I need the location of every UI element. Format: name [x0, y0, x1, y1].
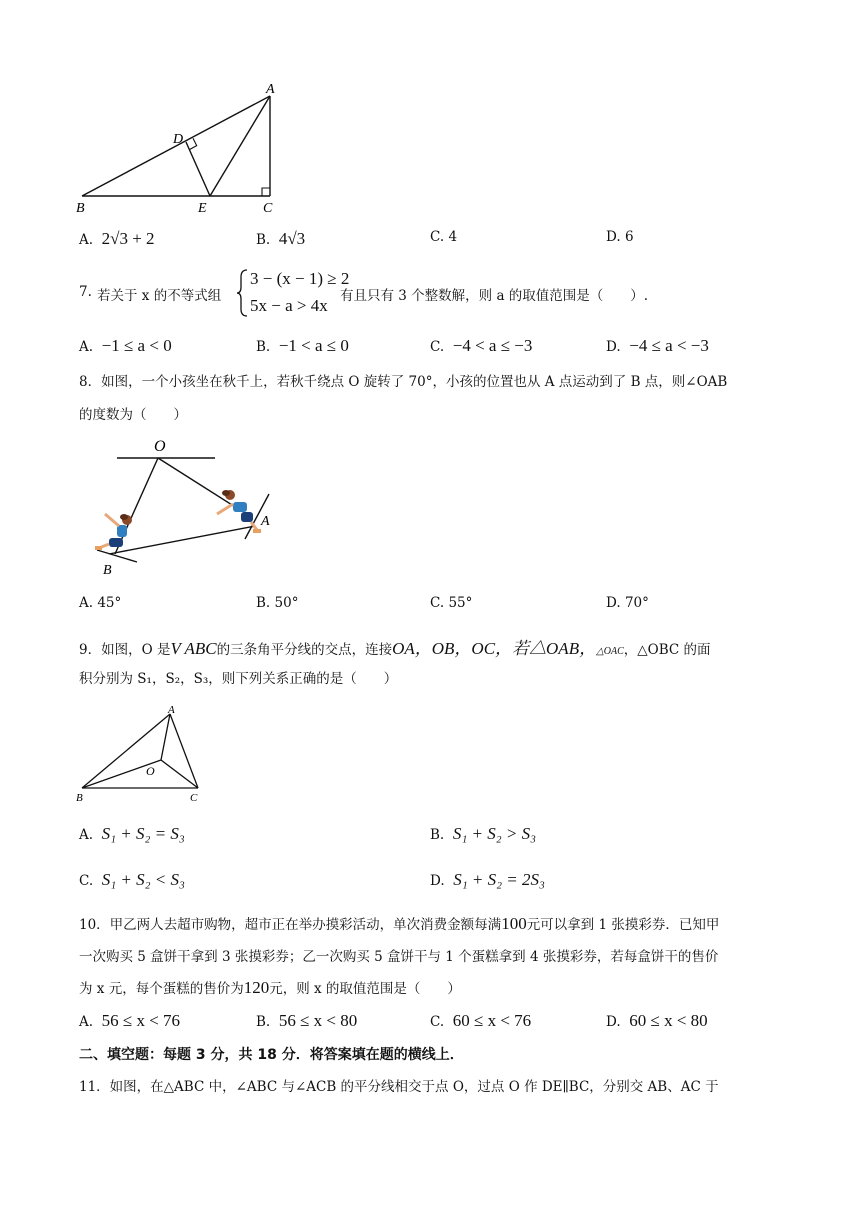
- q10-option-b: B. 56 ≤ x < 80: [256, 1011, 358, 1030]
- q6-option-c: C. 4: [430, 229, 458, 245]
- q11-line-1: 11．如图，在△ABC 中，∠ABC 与∠ACB 的平分线相交于点 O，过点 O 作 DE∥BC，分别交 AB、AC 于: [79, 1079, 719, 1095]
- label-b: B: [76, 201, 85, 216]
- q9-option-d: D. S₁ + S₂ = 2S₃: [430, 870, 545, 889]
- q10-line-2: 一次购买 5 盒饼干拿到 3 张摸彩券；乙一次购买 5 盒饼干与 1 个蛋糕拿到 4 张摸彩券，若每盒饼干的售价: [79, 949, 719, 965]
- section-heading-fill-in: 二、填空题：每题 3 分，共 18 分．将答案填在题的横线上．: [79, 1047, 464, 1063]
- q10-option-c: C. 60 ≤ x < 76: [430, 1011, 532, 1030]
- q8-option-c: C. 55°: [430, 595, 473, 611]
- triangle-figure-obc: [74, 700, 214, 806]
- q10-line-3: 为 x 元，每个蛋糕的售价为120元，则 x 的取值范围是（ ）: [79, 978, 461, 997]
- label-e: E: [198, 201, 207, 216]
- q7-option-b: B. −1 < a ≤ 0: [256, 336, 349, 355]
- q9-option-b: B. S₁ + S₂ > S₃: [430, 824, 536, 843]
- label-a: A: [266, 82, 275, 97]
- triangle-figure-abc: [70, 80, 290, 220]
- label-o: O: [146, 764, 155, 778]
- q10-option-a: A. 56 ≤ x < 76: [79, 1011, 181, 1030]
- q7-stem-before: 若关于 x 的不等式组: [97, 288, 222, 304]
- q8-line-2: 的度数为（ ）: [79, 407, 187, 423]
- q10-line-1: 10．甲乙两人去超市购物，超市正在举办摸彩活动，单次消费金额每满100元可以拿到 1 张摸彩券．已知甲: [79, 914, 720, 933]
- label-o: O: [154, 438, 166, 455]
- label-c: C: [190, 792, 198, 804]
- child-at-b-icon: [95, 514, 132, 550]
- label-a: A: [168, 704, 175, 716]
- q8-line-1: 8．如图，一个小孩坐在秋千上，若秋千绕点 O 旋转了 70°，小孩的位置也从 A 点运动到了 B 点，则∠OAB: [79, 374, 728, 390]
- q7-option-d: D. −4 ≤ a < −3: [606, 336, 709, 355]
- label-b: B: [76, 792, 83, 804]
- q9-line-1: 9．如图，O 是V ABC的三条角平分线的交点，连接OA，OB，OC，若△OAB，△OAC，△OBC 的面: [79, 639, 711, 658]
- child-at-a-icon: [217, 490, 261, 533]
- label-a: A: [261, 514, 270, 529]
- system-brace-icon: [236, 268, 250, 318]
- q7-inequality-2: 5x − a > 4x: [250, 296, 328, 315]
- q7-stem-after: 有且只有 3 个整数解，则 a 的取值范围是（ ）.: [340, 288, 649, 304]
- swing-figure: [85, 432, 295, 582]
- q9-line-2: 积分别为 S₁，S₂，S₃，则下列关系正确的是（ ）: [79, 671, 398, 687]
- q6-option-b: B. 4√3: [256, 229, 306, 248]
- q9-option-a: A. S₁ + S₂ = S₃: [79, 824, 185, 843]
- label-d: D: [173, 132, 184, 147]
- q8-option-d: D. 70°: [606, 595, 649, 611]
- q6-option-d: D. 6: [606, 229, 634, 245]
- q10-option-d: D. 60 ≤ x < 80: [606, 1011, 708, 1030]
- q8-option-a: A. 45°: [79, 595, 122, 611]
- q7-option-c: C. −4 < a ≤ −3: [430, 336, 533, 355]
- label-b: B: [103, 563, 112, 578]
- q7-option-a: A. −1 ≤ a < 0: [79, 336, 172, 355]
- label-c: C: [263, 201, 273, 216]
- q7-number: 7.: [79, 284, 92, 300]
- q9-option-c: C. S₁ + S₂ < S₃: [79, 870, 185, 889]
- q8-option-b: B. 50°: [256, 595, 299, 611]
- q6-option-a: A. 2√3 + 2: [79, 229, 155, 248]
- q7-inequality-1: 3 − (x − 1) ≥ 2: [250, 269, 350, 288]
